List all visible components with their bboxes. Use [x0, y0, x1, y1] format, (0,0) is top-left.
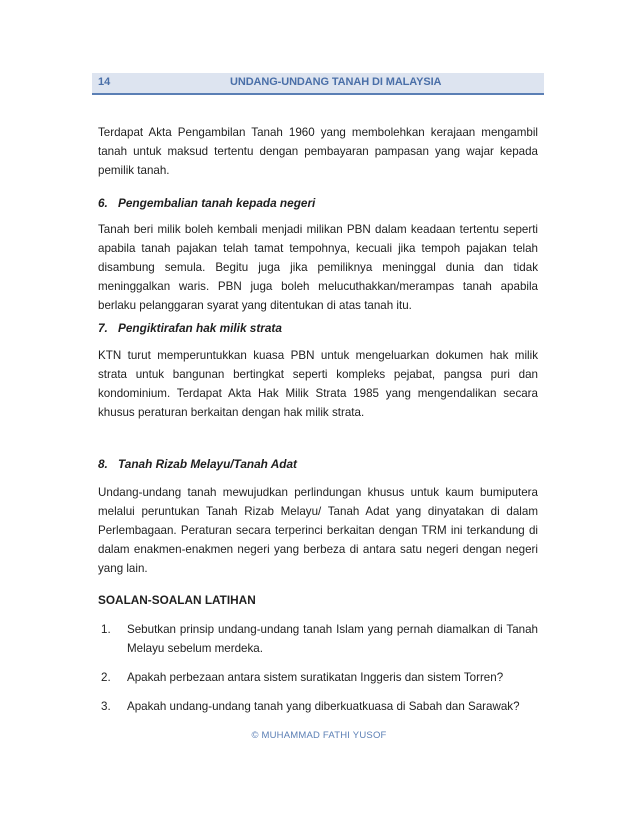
- exercise-question: [98, 697, 538, 716]
- section-number: 6.: [98, 196, 108, 210]
- section-title: Pengembalian tanah kepada negeri: [118, 196, 316, 210]
- exercise-question: [98, 668, 538, 687]
- exercise-question: [98, 620, 538, 658]
- section-body-8: Undang-undang tanah mewujudkan perlindungan khusus untuk kaum bumiputera melalui peruntukan Tanah Rizab Melayu/ Tanah Adat yang dinyatakan di dalam Perlembagaan. Peraturan secara terperinci berkaitan dengan TRM ini terkandung di dalam enakmen-enakmen negeri yang berbeza di antara satu negeri dengan negeri yang lain.: [98, 486, 538, 575]
- question-text: Sebutkan prinsip undang-undang tanah Islam yang pernah diamalkan di Tanah Melayu sebelum merdeka.: [127, 623, 538, 655]
- question-text: Apakah undang-undang tanah yang diberkuatkuasa di Sabah dan Sarawak?: [127, 700, 520, 713]
- section-title: Tanah Rizab Melayu/Tanah Adat: [118, 457, 297, 471]
- section-heading-6: [98, 196, 315, 210]
- question-number: 1.: [101, 623, 111, 636]
- question-number: 3.: [101, 700, 111, 713]
- footer-copyright: © MUHAMMAD FATHI YUSOF: [251, 730, 387, 741]
- header-title: UNDANG-UNDANG TANAH DI MALAYSIA: [230, 76, 442, 88]
- intro-paragraph: Terdapat Akta Pengambilan Tanah 1960 yang membolehkan kerajaan mengambil tanah untuk maksud tertentu dengan pembayaran pampasan yang wajar kepada pemilik tanah.: [98, 126, 538, 177]
- running-header: [92, 73, 544, 95]
- page-number: 14: [98, 76, 111, 88]
- question-text: Apakah perbezaan antara sistem suratikatan Inggeris dan sistem Torren?: [127, 671, 504, 684]
- section-heading-8: [98, 457, 297, 471]
- section-number: 8.: [98, 457, 108, 471]
- question-number: 2.: [101, 671, 111, 684]
- section-number: 7.: [98, 321, 108, 335]
- section-body-6: Tanah beri milik boleh kembali menjadi milikan PBN dalam keadaan tertentu seperti apabila tanah pajakan telah tamat tempohnya, kecuali jika tempoh pajakan telah disambung semula. Begitu juga jika pemiliknya meninggal dunia dan tidak meninggalkan waris. PBN juga boleh melucuthakkan/merampas tanah apabila berlaku pelanggaran syarat yang ditentukan di atas tanah itu.: [98, 223, 538, 312]
- section-heading-7: [98, 321, 282, 335]
- section-body-7: KTN turut memperuntukkan kuasa PBN untuk mengeluarkan dokumen hak milik strata untuk bangunan bertingkat seperti kompleks pejabat, pangsa puri dan kondominium. Terdapat Akta Hak Milik Strata 1985 yang mengendalikan secara khusus peraturan berkaitan dengan hak milik strata.: [98, 349, 538, 419]
- exercises-heading: SOALAN-SOALAN LATIHAN: [98, 593, 256, 607]
- section-title: Pengiktirafan hak milik strata: [118, 321, 282, 335]
